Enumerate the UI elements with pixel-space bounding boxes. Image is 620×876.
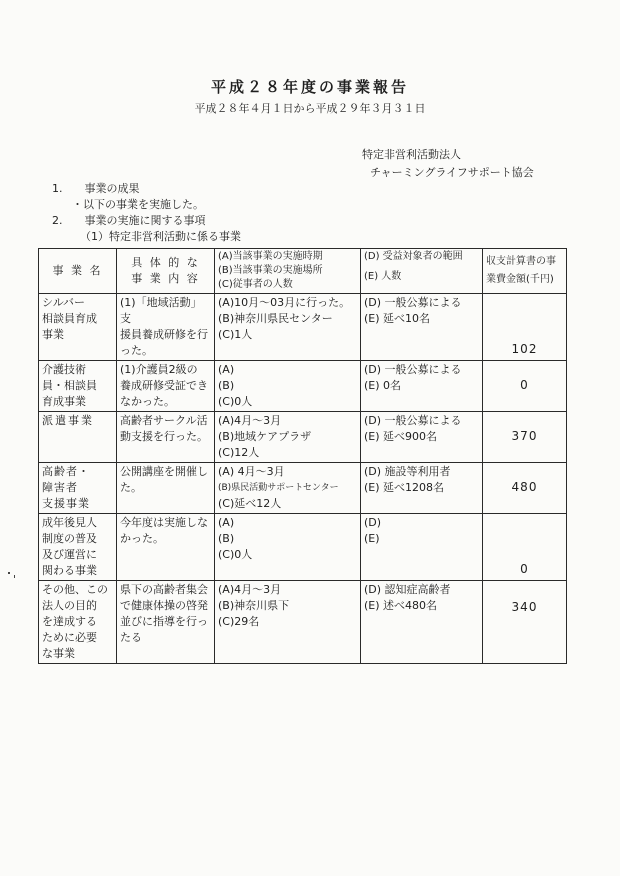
table-row [39, 361, 567, 412]
cell-timing-place-staff: (A)10月～03月に行った。 (B)神奈川県民センター (C)1人 [215, 294, 361, 361]
org-type: 特定非営利活動法人 [362, 148, 461, 161]
table-row [39, 514, 567, 581]
cell-amount: 480 [483, 463, 567, 514]
cell-business-content: 高齢者サークル活 動支援を行った。 [117, 412, 215, 463]
header-business-name: 事 業 名 [39, 249, 117, 294]
report-period: 平成２８年４月１日から平成２９年３月３１日 [194, 102, 426, 115]
header-expense-amount: 収支計算書の事 業費金額(千円) [483, 249, 567, 294]
section-2-heading: 2. 事業の実施に関する事項 [52, 214, 206, 227]
cell-business-name: 派遣事業 [39, 412, 117, 463]
cell-amount: 340 [483, 581, 567, 664]
scan-speck [14, 575, 15, 578]
header-timing-place-staff: (A)当該事業の実施時期 (B)当該事業の実施場所 (C)従事者の人数 [215, 249, 361, 294]
page-title: 平成２８年度の事業報告 [210, 78, 409, 96]
cell-timing-place-staff: (A)4月～3月 (B)地域ケアプラザ (C)12人 [215, 412, 361, 463]
cell-business-content: 県下の高齢者集会 で健康体操の啓発 並びに指導を行っ たる [117, 581, 215, 664]
header-beneficiaries: (D) 受益対象者の範囲 (E) 人数 [361, 249, 483, 294]
cell-business-content: (1)「地域活動」支 援員養成研修を行 った。 [117, 294, 215, 361]
cell-business-name: 高齢者・ 障害者 支援事業 [39, 463, 117, 514]
section-1-text: ・以下の事業を実施した。 [72, 198, 204, 211]
section-1-heading: 1. 事業の成果 [52, 182, 140, 195]
table-row [39, 581, 567, 664]
cell-business-name: 成年後見人 制度の普及 及び運営に 関わる事業 [39, 514, 117, 581]
cell-business-content: (1)介護員2級の 養成研修受証でき なかった。 [117, 361, 215, 412]
cell-business-content: 公開講座を開催し た。 [117, 463, 215, 514]
cell-amount: 0 [483, 514, 567, 581]
cell-business-name: 介護技術 員・相談員 育成事業 [39, 361, 117, 412]
cell-beneficiaries: (D) 一般公募による (E) 延べ10名 [361, 294, 483, 361]
cell-business-name: シルバー 相談員育成 事業 [39, 294, 117, 361]
cell-beneficiaries: (D) 施設等利用者 (E) 延べ1208名 [361, 463, 483, 514]
cell-timing-place-staff: (A) 4月～3月 (B)県民活動サポートセンター (C)延べ12人 [215, 463, 361, 514]
table-row [39, 412, 567, 463]
table-row [39, 463, 567, 514]
section-2-subheading: （1）特定非営利活動に係る事業 [80, 230, 241, 243]
activity-table [38, 248, 567, 664]
table-header-row [39, 249, 567, 294]
scan-speck [8, 572, 10, 574]
cell-business-name: その他、この 法人の目的 を達成する ために必要 な事業 [39, 581, 117, 664]
org-name: チャーミングライフサポート協会 [370, 166, 534, 179]
cell-amount: 370 [483, 412, 567, 463]
cell-amount: 102 [483, 294, 567, 361]
header-business-content: 具 体 的 な 事 業 内 容 [117, 249, 215, 294]
cell-business-content: 今年度は実施しな かった。 [117, 514, 215, 581]
cell-amount: 0 [483, 361, 567, 412]
table-row [39, 294, 567, 361]
cell-beneficiaries: (D) 認知症高齢者 (E) 述べ480名 [361, 581, 483, 664]
cell-timing-place-staff: (A) (B) (C)0人 [215, 514, 361, 581]
cell-beneficiaries: (D) 一般公募による (E) 延べ900名 [361, 412, 483, 463]
cell-beneficiaries: (D) 一般公募による (E) 0名 [361, 361, 483, 412]
cell-timing-place-staff: (A)4月～3月 (B)神奈川県下 (C)29名 [215, 581, 361, 664]
cell-timing-place-staff: (A) (B) (C)0人 [215, 361, 361, 412]
cell-beneficiaries: (D) (E) [361, 514, 483, 581]
